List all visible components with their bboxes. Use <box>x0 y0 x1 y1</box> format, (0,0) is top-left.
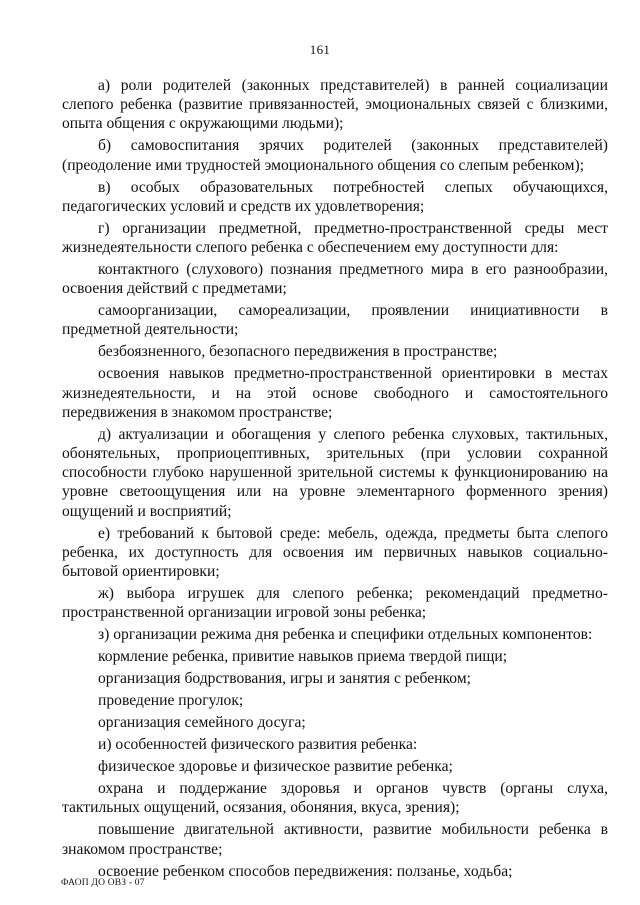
paragraph: освоение ребенком способов передвижения: ползанье, ходьба; <box>98 862 513 880</box>
paragraph: проведение прогулок; <box>98 692 244 710</box>
document-footer: ФАОП ДО ОВЗ - 07 <box>61 878 145 888</box>
paragraph: д) актуализации и обогащения у слепого ребенка слуховых, тактильных, обонятельных, проприоцептивных, зрительных (при условии сохранной способности глубоко нарушенной зрительной системы к функционированию на уровне светоощущения или на уровне элементарного форменного зрения) ощущений и восприятий; <box>62 425 608 520</box>
paragraph: кормление ребенка, привитие навыков приема твердой пищи; <box>98 648 508 666</box>
paragraph: повышение двигательной активности, развитие мобильности ребенка в знакомом пространстве; <box>62 821 608 858</box>
paragraph: контактного (слухового) познания предметного мира в его разнообразии, освоения действий с предметами; <box>62 261 608 298</box>
paragraph: безбоязненного, безопасного передвижения в пространстве; <box>98 343 498 361</box>
paragraph: организация бодрствования, игры и занятия с ребенком; <box>98 670 471 688</box>
paragraph: з) организации режима дня ребенка и специфики отдельных компонентов: <box>98 626 593 644</box>
paragraph: ж) выбора игрушек для слепого ребенка; рекомендаций предметно-пространственной организации игровой зоны ребенка; <box>62 585 608 622</box>
paragraph: охрана и поддержание здоровья и органов чувств (органы слуха, тактильных ощущений, осязания, обоняния, вкуса, зрения); <box>62 780 608 817</box>
paragraph: б) самовоспитания зрячих родителей (законных представителей) (преодоление ими трудностей эмоционального общения со слепым ребенком); <box>62 137 608 174</box>
paragraph: а) роли родителей (законных представителей) в ранней социализации слепого ребенка (развитие привязанностей, эмоциональных связей с близкими, опыта общения с окружающими людьми); <box>62 77 608 133</box>
paragraph: и) особенностей физического развития ребенка: <box>98 736 418 754</box>
document-body <box>62 76 608 884</box>
paragraph: е) требований к бытовой среде: мебель, одежда, предметы быта слепого ребенка, их доступность для освоения им первичных навыков социально-бытовой ориентировки; <box>62 524 608 581</box>
page-number: 161 <box>309 42 331 57</box>
paragraph: г) организации предметной, предметно-пространственной среды мест жизнедеятельности слепого ребенка с обеспечением ему доступности для: <box>62 219 608 257</box>
paragraph: организация семейного досуга; <box>98 714 306 732</box>
paragraph: в) особых образовательных потребностей слепых обучающихся, педагогических условий и средств их удовлетворения; <box>62 178 608 215</box>
paragraph: освоения навыков предметно-пространственной ориентировки в местах жизнедеятельности, и на этой основе свободного и самостоятельного передвижения в знакомом пространстве; <box>62 365 608 421</box>
paragraph: самоорганизации, самореализации, проявлении инициативности в предметной деятельности; <box>62 302 608 339</box>
paragraph: физическое здоровье и физическое развитие ребенка; <box>98 758 453 776</box>
